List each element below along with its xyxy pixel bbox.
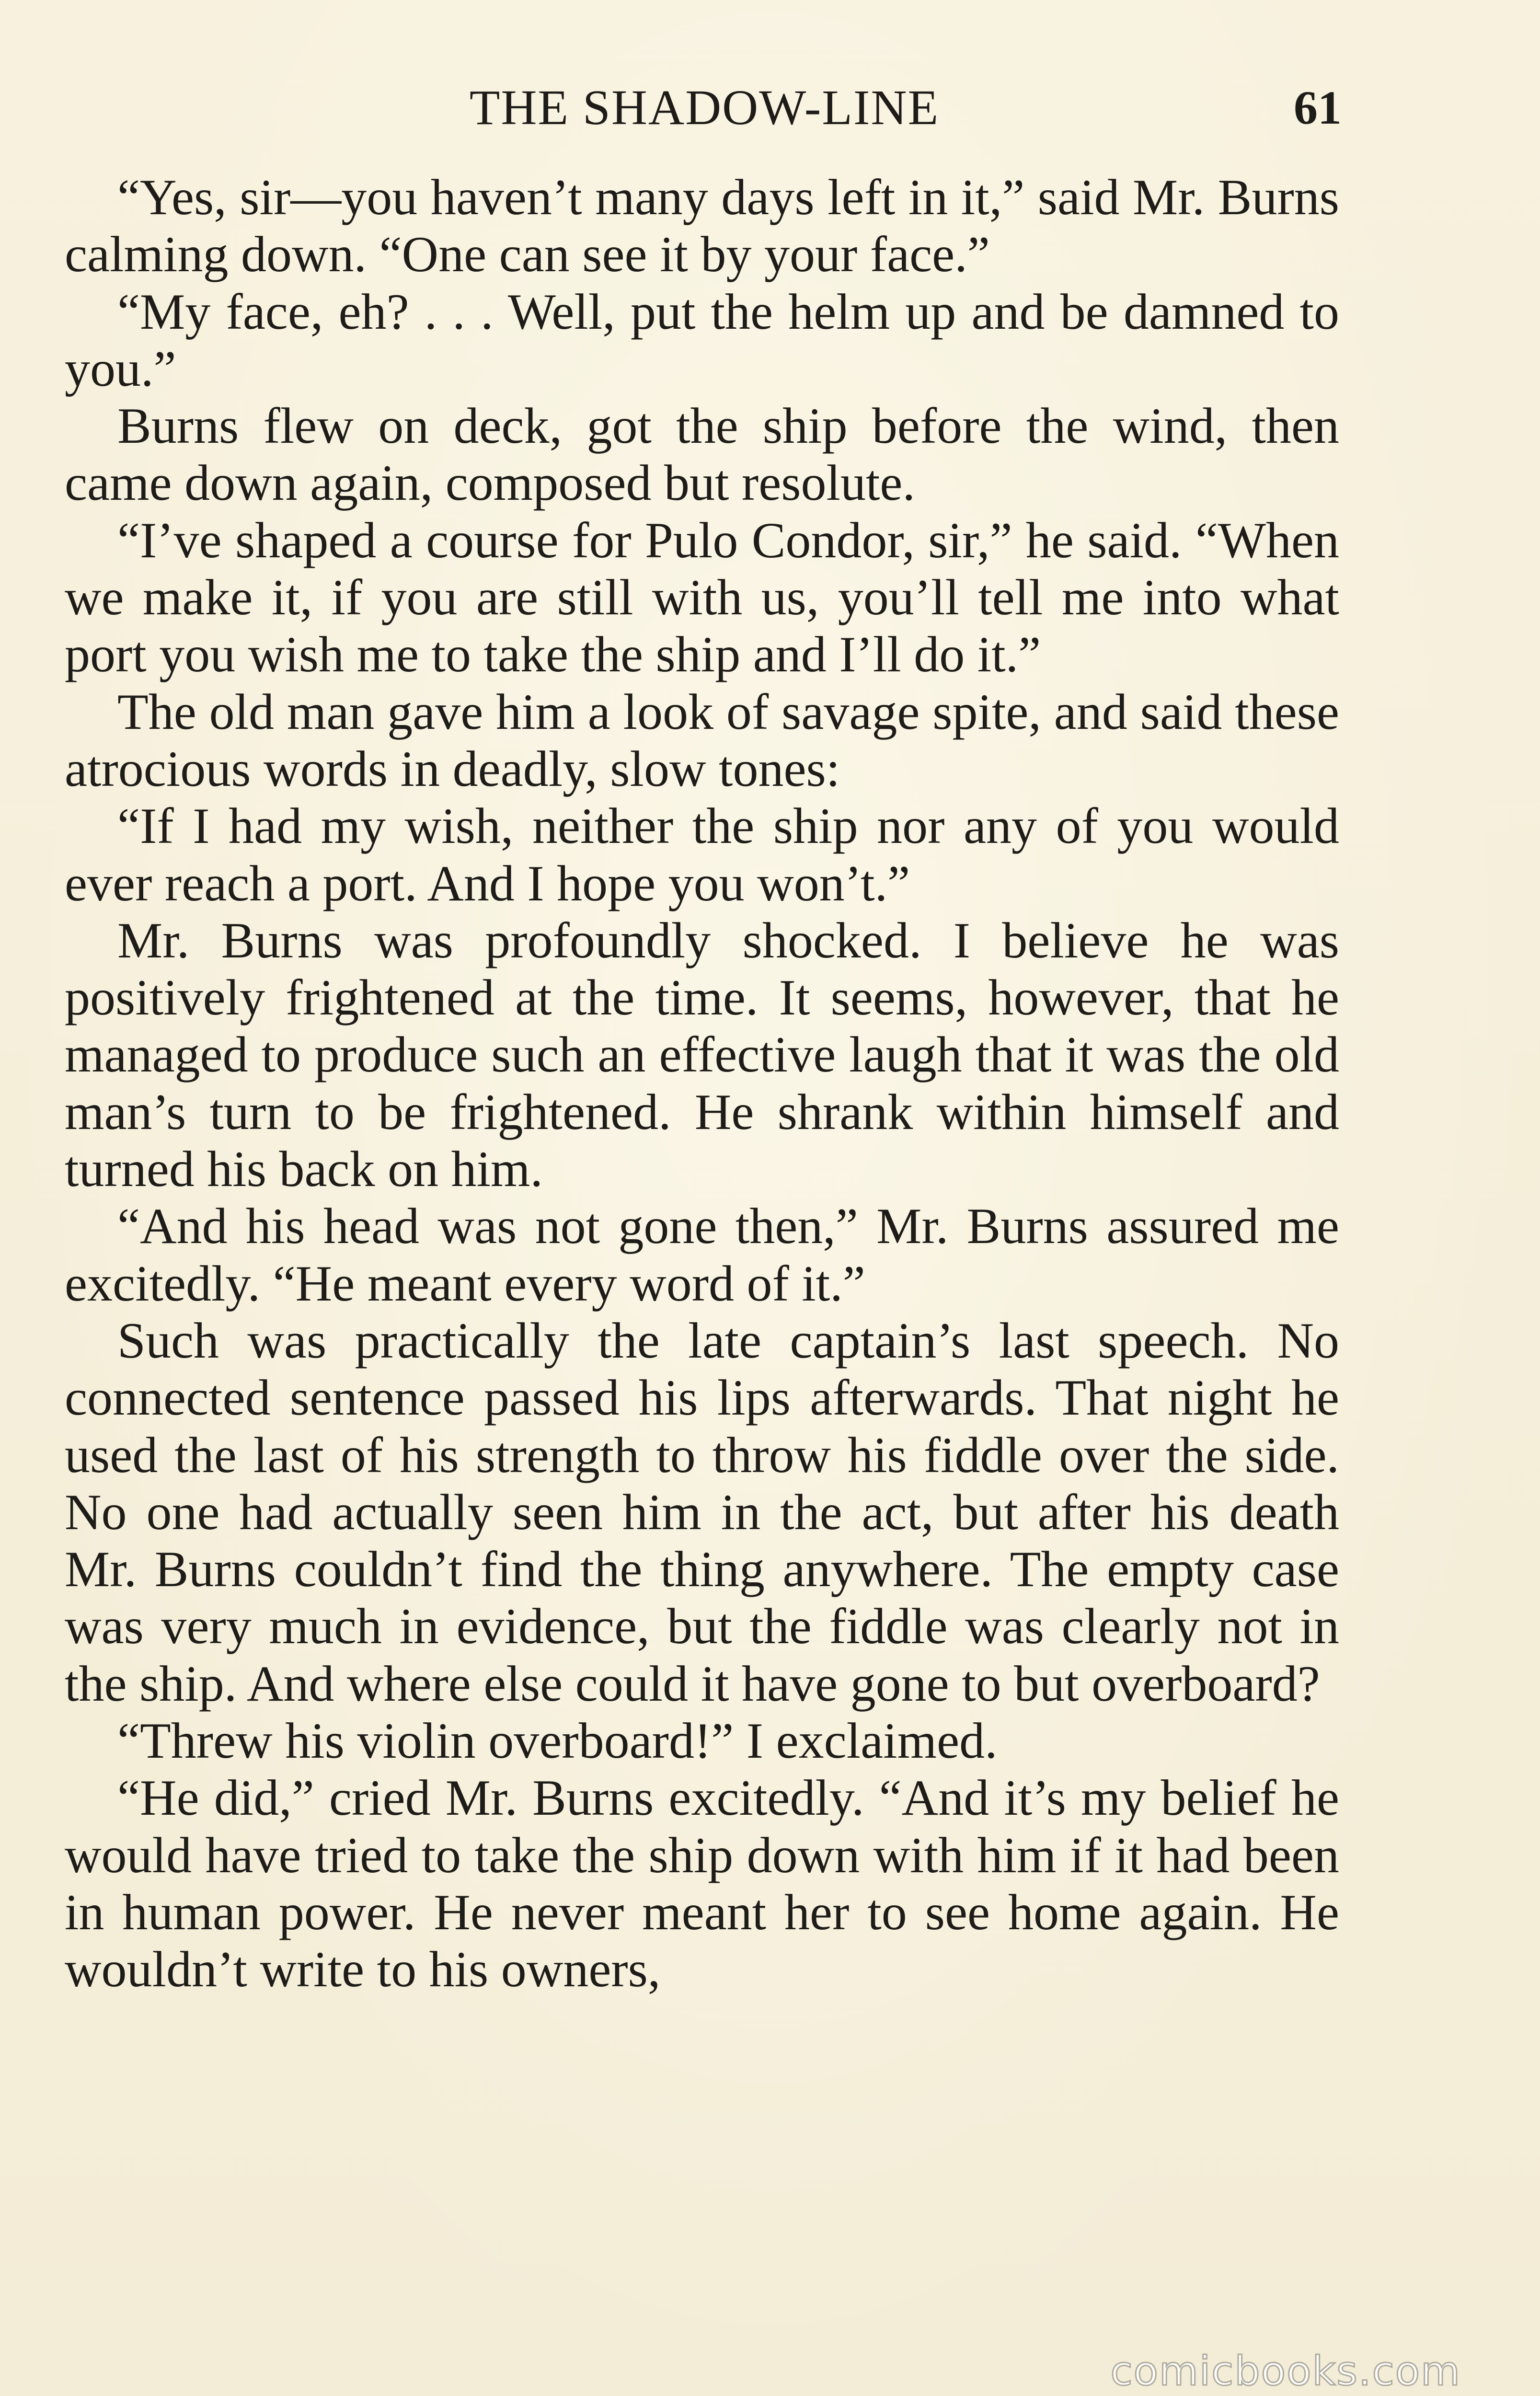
- paragraph: “Threw his violin overboard!” I exclaimed.: [117, 1713, 998, 1769]
- paragraph: Such was practically the late captain’s last speech. No connected sentence passed his lips afterwards. That night he used the last of his strength to throw his fiddle over the side. No one had actually seen him in the act, but after his death Mr. Burns couldn’t find the thing anywhere. The empty case was very much in evidence, but the fiddle was clearly not in the ship. And where else could it have gone to but overboard?: [65, 1312, 1339, 1712]
- page-number: 61: [1294, 81, 1342, 134]
- paragraph: Burns flew on deck, got the ship before the wind, then came down again, composed but resolute.: [65, 398, 1339, 511]
- running-title: THE SHADOW-LINE: [469, 80, 940, 135]
- paragraph: Mr. Burns was profoundly shocked. I believe he was positively frightened at the time. It seems, however, that he managed to produce such an effective laugh that it was the old man’s turn to be frightened. He shrank within himself and turned his back on him.: [65, 912, 1339, 1198]
- watermark: comicbooks.com: [1110, 2348, 1461, 2395]
- paragraph: “Yes, sir—you haven’t many days left in it,” said Mr. Burns calming down. “One can see it by your face.”: [65, 169, 1339, 283]
- page-header: [67, 72, 1342, 144]
- paragraph: The old man gave him a look of savage spite, and said these atrocious words in deadly, slow tones:: [65, 683, 1339, 797]
- paragraph: “My face, eh? . . . Well, put the helm up and be damned to you.”: [65, 283, 1339, 397]
- body-text: [65, 169, 1339, 1998]
- paragraph: “If I had my wish, neither the ship nor any of you would ever reach a port. And I hope you won’t.”: [65, 798, 1339, 911]
- paragraph: “And his head was not gone then,” Mr. Burns assured me excitedly. “He meant every word of it.”: [65, 1198, 1339, 1312]
- paragraph: “He did,” cried Mr. Burns excitedly. “And it’s my belief he would have tried to take the ship down with him if it had been in human power. He never meant her to see home again. He wouldn’t write to his owners,: [65, 1770, 1339, 1998]
- paragraph: “I’ve shaped a course for Pulo Condor, sir,” he said. “When we make it, if you are still with us, you’ll tell me into what port you wish me to take the ship and I’ll do it.”: [65, 512, 1339, 683]
